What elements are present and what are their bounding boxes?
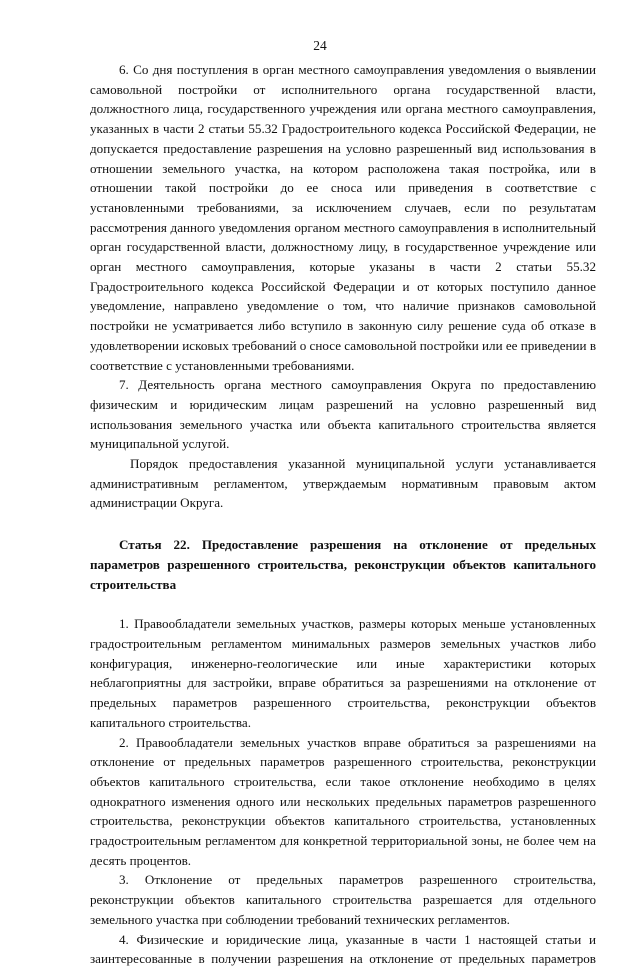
article-22-paragraph-3: 3. Отклонение от предельных параметров разрешенного строительства, реконструкции объектов капитального строительства разрешается для отдельного земельного участка при соблюдении требований технических регламентов. xyxy=(90,872,596,927)
paragraph-7: 7. Деятельность органа местного самоуправления Округа по предоставлению физическим и юридическим лицам разрешений на условно разрешенный вид использования земельного участка или объекта капитального строительства является муниципальной услугой. xyxy=(90,377,596,452)
article-22-paragraph-4: 4. Физические и юридические лица, указанные в части 1 настоящей статьи и заинтересованные в получении разрешения на отклонение от предельных параметров xyxy=(90,931,596,967)
page-number: 24 xyxy=(313,38,327,53)
article-22-paragraph-2: 2. Правообладатели земельных участков вправе обратиться за разрешениями на отклонение от предельных параметров разрешенного строительства, реконструкции объектов капитального строительства, если такое отклонение необходимо в целях однократного изменения одного или нескольких предельных параметров разрешенного строительства, реконструкции объектов капитального строительства, установленных градостроительным регламентом для конкретной территориальной зоны, не более чем на десять процентов. xyxy=(90,734,596,868)
paragraph-6: 6. Со дня поступления в орган местного самоуправления уведомления о выявлении самовольной постройки от исполнительного органа государственной власти, должностного лица, государственного учреждения или органа местного самоуправления, указанных в части 2 статьи 55.32 Градостроительного кодекса Российской Федерации, не допускается предоставление разрешения на условно разрешенный вид использования в отношении земельного участка, на котором расположена такая постройка, или в отношении такой постройки до ее сноса или приведения в соответствие с установленными требованиями, за исключением случаев, если по результатам рассмотрения данного уведомления органом местного самоуправления в исполнительный орган государственной власти, должностному лицу, в государственное учреждение или орган местного самоуправления, которые указаны в части 2 статьи 55.32 Градостроительного кодекса Российской Федерации и от которых поступило данное уведомление, направлено уведомление о том, что наличие признаков самовольной постройки не усматривается либо вступило в законную силу решение суда об отказе в удовлетворении исковых требований о сносе самовольной постройки или ее приведении в соответствие с установленными требованиями. xyxy=(90,62,597,373)
paragraph-procedure: Порядок предоставления указанной муниципальной услуги устанавливается административным регламентом, утверждаемым нормативным правовым актом администрации Округа. xyxy=(90,456,596,511)
article-22-heading: Статья 22. Предоставление разрешения на отклонение от предельных параметров разрешенного строительства, реконструкции объектов капитального строительства xyxy=(90,537,596,592)
document-body xyxy=(90,60,596,969)
article-22-paragraph-1: 1. Правообладатели земельных участков, размеры которых меньше установленных градостроительным регламентом минимальных размеров земельных участков либо конфигурация, инженерно-геологические или иные характеристики которых неблагоприятны для застройки, вправе обратиться за разрешениями на отклонение от предельных параметров разрешенного строительства, реконструкции объектов капитального строительства. xyxy=(90,616,596,730)
